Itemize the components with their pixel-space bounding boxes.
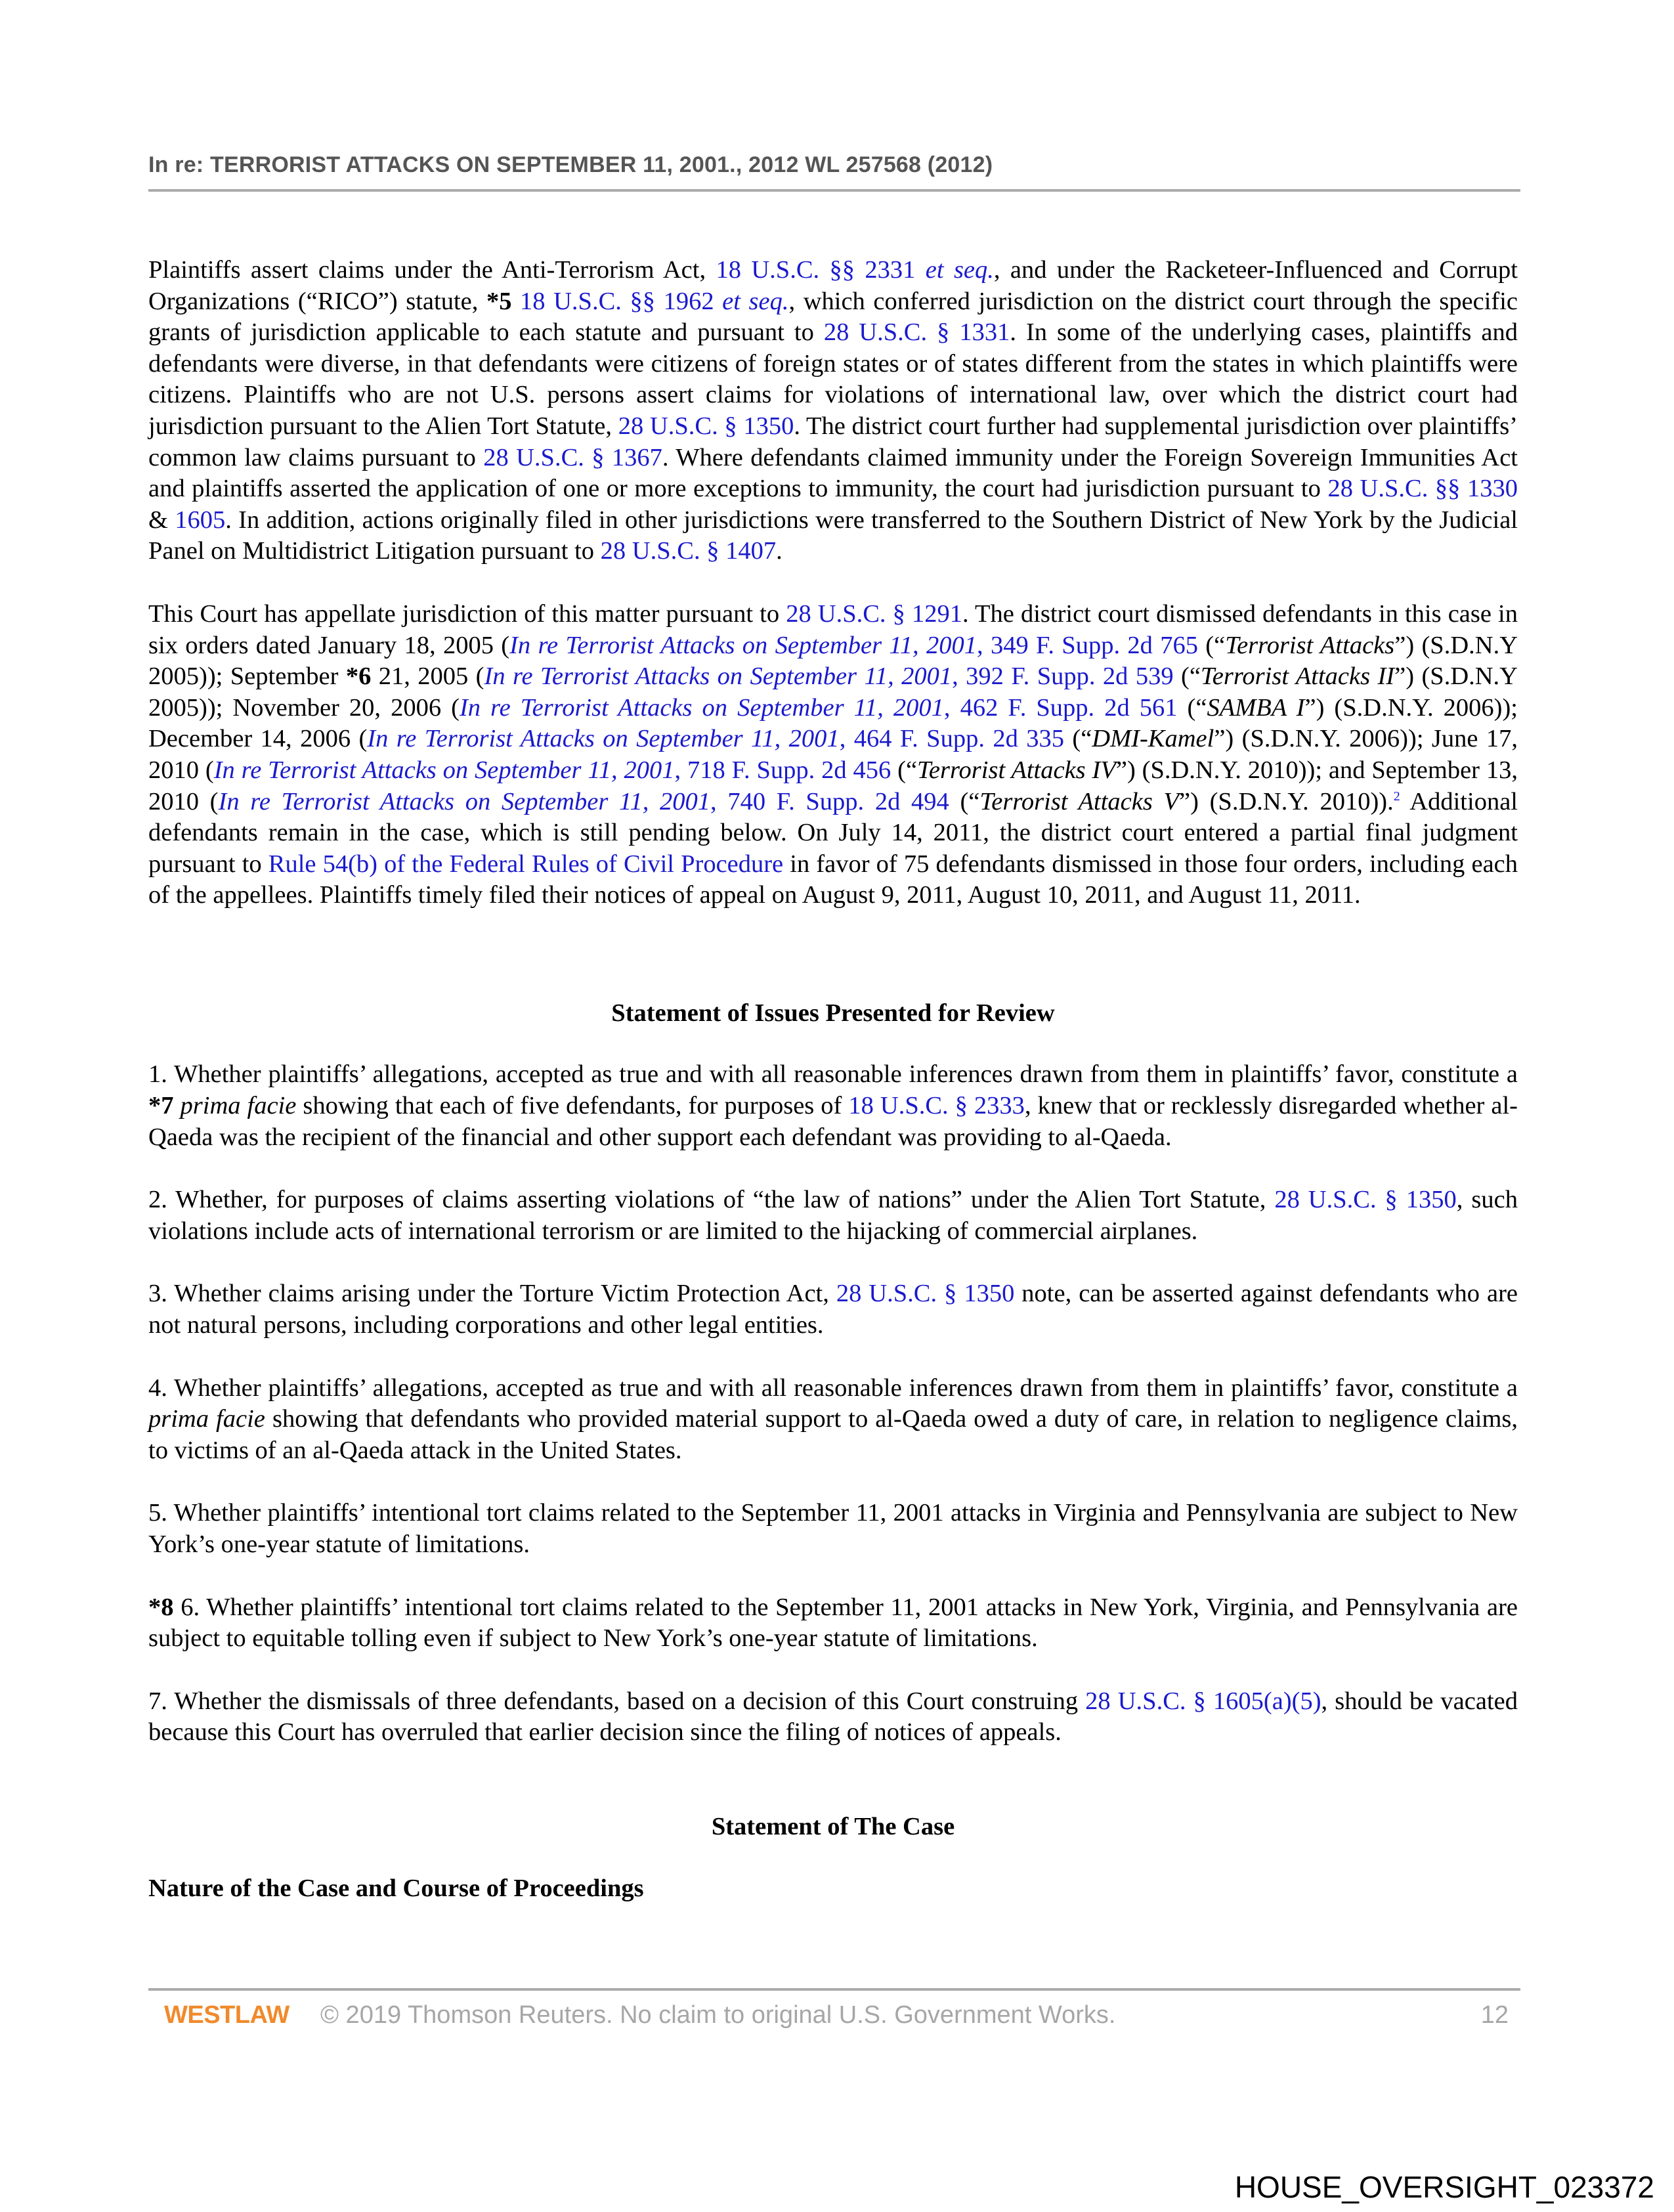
text-run: Additional defendants remain in the case, which is still pending below. On July 14, 2011, the district court entered a partial final judgment pursuant to: [148, 787, 1518, 878]
text-run: ”) (S.D.N.Y 2005)); September: [148, 631, 1518, 691]
text-run: ”) (S.D.N.Y 2005)); November 20, 2006 (: [148, 662, 1518, 722]
page-footer: [148, 1996, 1518, 2035]
citation-link[interactable]: 28 U.S.C. § 1605(a)(5): [1085, 1687, 1321, 1715]
citation-link[interactable]: In re Terrorist Attacks on September 11, 2001: [218, 787, 711, 815]
citation-link[interactable]: 18 U.S.C. §§ 1962: [520, 287, 723, 315]
citation-link[interactable]: Rule 54(b) of the Federal Rules of Civil Procedure: [268, 850, 784, 878]
citation-link[interactable]: 349 F. Supp. 2d 765: [990, 631, 1198, 659]
westlaw-logo: WESTLAW: [164, 2001, 290, 2029]
star-page-marker: *7: [148, 1092, 174, 1120]
issue-item-7: [148, 1686, 1518, 1748]
italic-text: SAMBA I: [1207, 693, 1305, 722]
citation-link[interactable]: 28 U.S.C. §§ 1330: [1327, 475, 1518, 503]
citation-link[interactable]: et seq.: [925, 256, 994, 284]
text-run: (“: [949, 787, 980, 815]
star-page-marker: *6: [345, 662, 372, 691]
text-run: (“: [891, 756, 918, 784]
text-run: showing that defendants who provided material support to al-Qaeda owed a duty of care, in relation to negligence claims, to victims of an al-Qaeda attack in the United States.: [148, 1405, 1518, 1464]
citation-link[interactable]: 18 U.S.C. § 2333: [848, 1092, 1025, 1120]
text-run: (“: [1063, 725, 1092, 753]
text-run: showing that each of five defendants, for purposes of: [296, 1092, 849, 1120]
italic-text: Terrorist Attacks: [1225, 631, 1395, 659]
issue-item-1: [148, 1059, 1518, 1153]
text-run: ”) (S.D.N.Y. 2010)).: [1179, 787, 1394, 815]
text-run: 5. Whether plaintiffs’ intentional tort claims related to the September 11, 2001 attacks in Virginia and Pennsylvania are subject to New York’s one-year statute of limitations.: [148, 1499, 1518, 1558]
text-run: &: [148, 506, 175, 534]
text-run: . In some of the underlying cases, plaintiffs and defendants were diverse, in that defendants were citizens of foreign states or of states different from the states in which plaintiffs were citizens. Plaintiffs who are not U.S. persons assert claims for violations of international law, over which the district court had jurisdiction pursuant to the Alien Tort Statute,: [148, 318, 1518, 440]
jurisdiction-paragraph-1: [148, 255, 1518, 567]
citation-link[interactable]: 28 U.S.C. § 1331: [823, 318, 1010, 347]
text-run: . Where defendants claimed immunity under the Foreign Sovereign Immunities Act and plaintiffs asserted the application of one or more exceptions to immunity, the court had jurisdiction pursuant to: [148, 443, 1518, 503]
citation-link[interactable]: et seq.: [722, 287, 789, 315]
text-run: , knew that or recklessly disregarded whether al-Qaeda was the recipient of the financial and other support each defendant was providing to al-Qaeda.: [148, 1092, 1518, 1151]
bates-stamp: HOUSE_OVERSIGHT_023372: [1234, 2170, 1654, 2204]
citation-link[interactable]: In re Terrorist Attacks on September 11, 2001: [484, 662, 953, 691]
case-heading: Statement of The Case: [711, 1812, 955, 1840]
text-run: , and under the Racketeer-Influenced and Corrupt Organizations (“RICO”) statute,: [148, 256, 1518, 315]
text-run: ”) (S.D.N.Y. 2006)); December 14, 2006 (: [148, 693, 1518, 753]
italic-text: DMI-Kamel: [1092, 725, 1214, 753]
text-run: . The district court further had supplemental jurisdiction over plaintiffs’ common law claims pursuant to: [148, 412, 1518, 471]
issue-item-5: [148, 1498, 1518, 1560]
citation-link[interactable]: In re Terrorist Attacks on September 11, 2001: [459, 693, 944, 722]
case-subheading: Nature of the Case and Course of Proceedings: [148, 1874, 644, 1902]
footnote-reference[interactable]: 2: [1393, 789, 1400, 804]
text-run: 6. Whether plaintiffs’ intentional tort claims related to the September 11, 2001 attacks in New York, Virginia, and Pennsylvania are subject to equitable tolling even if subject to New York’s one-year statute of limitations.: [148, 1593, 1518, 1653]
text-run: , such violations include acts of international terrorism or are limited to the hijacking of commercial airplanes.: [148, 1186, 1518, 1245]
footer-divider: [148, 1988, 1520, 1991]
issues-heading: Statement of Issues Presented for Review: [611, 999, 1055, 1027]
text-run: , which conferred jurisdiction on the district court through the specific grants of jurisdiction applicable to each statute and pursuant to: [148, 287, 1518, 347]
citation-link[interactable]: , 464 F. Supp. 2d 335: [839, 725, 1064, 753]
text-run: 2. Whether, for purposes of claims asserting violations of “the law of nations” under the Alien Tort Statute,: [148, 1186, 1275, 1214]
text-run: in favor of 75 defendants dismissed in those four orders, including each of the appellees. Plaintiffs timely filed their notices of appeal on August 9, 2011, August 10, 2011, and August 11, 2011.: [148, 850, 1518, 909]
text-run: (“: [1173, 662, 1201, 691]
citation-link[interactable]: 28 U.S.C. § 1350: [1274, 1186, 1457, 1214]
copyright-notice: © 2019 Thomson Reuters. No claim to original U.S. Government Works.: [320, 2001, 1116, 2029]
page-number: 12: [1480, 2001, 1509, 2029]
citation-link[interactable]: 28 U.S.C. § 1407: [600, 537, 777, 565]
citation-link[interactable]: 28 U.S.C. § 1350: [618, 412, 794, 440]
citation-link[interactable]: 28 U.S.C. § 1367: [483, 443, 662, 471]
text-run: ”) (S.D.N.Y. 2010)); and September 13, 2010 (: [148, 756, 1518, 815]
text-run: , should be vacated because this Court has overruled that earlier decision since the filing of notices of appeals.: [148, 1687, 1518, 1746]
text-run: 3. Whether claims arising under the Torture Victim Protection Act,: [148, 1280, 836, 1308]
citation-link[interactable]: , 718 F. Supp. 2d 456: [674, 756, 891, 784]
issue-item-6: [148, 1592, 1518, 1655]
text-run: .: [776, 537, 783, 565]
text-run: . The district court dismissed defendants in this case in six orders dated January 18, 2005 (: [148, 599, 1518, 659]
italic-text: prima facie: [148, 1405, 265, 1433]
issue-item-2: [148, 1184, 1518, 1247]
text-run: . In addition, actions originally filed in other jurisdictions were transferred to the Southern District of New York by the Judicial Panel on Multidistrict Litigation pursuant to: [148, 506, 1518, 565]
text-run: ”) (S.D.N.Y. 2006)); June 17, 2010 (: [148, 725, 1518, 784]
citation-link[interactable]: ,: [977, 631, 991, 659]
italic-text: Terrorist Attacks V: [979, 787, 1180, 815]
italic-text: Terrorist Attacks IV: [917, 756, 1116, 784]
citation-link[interactable]: 28 U.S.C. § 1350: [836, 1280, 1015, 1308]
citation-link[interactable]: 1605: [175, 506, 226, 534]
text-run: (“: [1197, 631, 1226, 659]
star-page-marker: *5: [486, 287, 512, 315]
issue-item-4: [148, 1373, 1518, 1467]
jurisdiction-paragraph-2: [148, 599, 1518, 911]
text-run: 7. Whether the dismissals of three defendants, based on a decision of this Court construing: [148, 1687, 1086, 1715]
star-page-marker: *8: [148, 1593, 174, 1621]
citation-link[interactable]: 18 U.S.C. §§ 2331: [716, 256, 926, 284]
citation-link[interactable]: , 392 F. Supp. 2d 539: [952, 662, 1174, 691]
text-run: (“: [1177, 693, 1207, 722]
text-run: [174, 1092, 181, 1119]
citation-link[interactable]: , 462 F. Supp. 2d 561: [943, 693, 1178, 722]
text-run: 21, 2005 (: [371, 662, 484, 691]
document-body: [148, 255, 1518, 1904]
citation-link[interactable]: , 740 F. Supp. 2d 494: [710, 787, 949, 815]
text-run: note, can be asserted against defendants who are not natural persons, including corporations and other legal entities.: [148, 1280, 1518, 1339]
citation-link[interactable]: 28 U.S.C. § 1291: [786, 599, 962, 628]
text-run: Plaintiffs assert claims under the Anti-Terrorism Act,: [148, 256, 716, 284]
citation-link[interactable]: In re Terrorist Attacks on September 11, 2001: [509, 631, 977, 659]
citation-link[interactable]: In re Terrorist Attacks on September 11, 2001: [213, 756, 675, 784]
running-header-title: In re: TERRORIST ATTACKS ON SEPTEMBER 11, 2001., 2012 WL 257568 (2012): [148, 152, 993, 177]
text-run: [511, 288, 520, 315]
header-divider: [148, 189, 1520, 192]
text-run: This Court has appellate jurisdiction of this matter pursuant to: [148, 599, 786, 628]
italic-text: prima facie: [180, 1092, 297, 1120]
text-run: 4. Whether plaintiffs’ allegations, accepted as true and with all reasonable inferences drawn from them in plaintiffs’ favor, constitute a: [148, 1374, 1518, 1402]
text-run: 1. Whether plaintiffs’ allegations, accepted as true and with all reasonable inferences drawn from them in plaintiffs’ favor, constitute a: [148, 1060, 1518, 1089]
issue-item-3: [148, 1278, 1518, 1341]
citation-link[interactable]: In re Terrorist Attacks on September 11, 2001: [367, 725, 840, 753]
italic-text: Terrorist Attacks II: [1200, 662, 1395, 691]
